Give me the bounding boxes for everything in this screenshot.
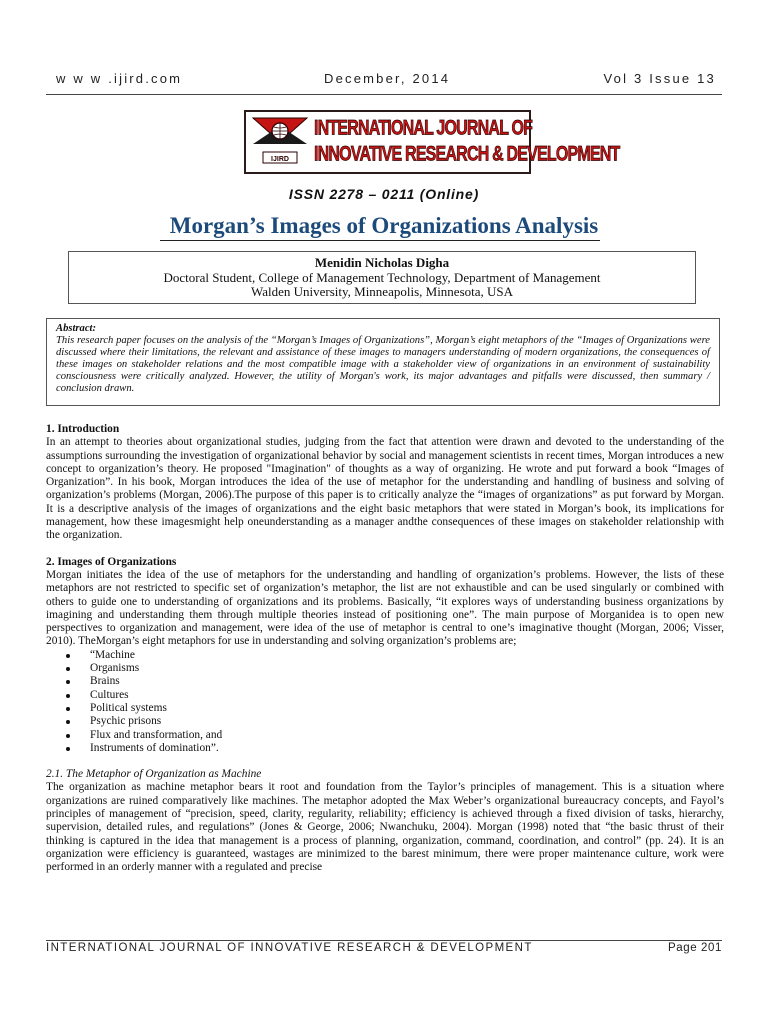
paper-title: Morgan’s Images of Organizations Analysis [169, 213, 599, 238]
issue-date: December, 2014 [324, 71, 451, 86]
author-name: Menidin Nicholas Digha [314, 255, 450, 270]
emblem-label: IJIRD [271, 156, 289, 163]
issn-number: ISSN 2278 – 0211 (Online) [288, 186, 480, 202]
abstract-text: This research paper focuses on the analysis of the “Morgan’s Images of Organizations”, Morgan’s eight metaphors of the “Images of Organizations were discussed where their limitations, the relevant and assistance of these images to managers understanding of modern organizations, the consequences of these images on stakeholder relations and the most compatible image with a stakeholder view of organizations in an environment of sustainability consciousness were critically analyzed. However, the utility of Morgan's work, its major advantages and pitfalls were discussed, then summary / conclusion drawn. [56, 335, 710, 394]
list-item: Organisms [46, 662, 724, 675]
journal-website: w w w .ijird.com [56, 71, 183, 86]
section-heading-introduction: 1. Introduction [46, 423, 120, 435]
author-affiliation-department: Doctoral Student, College of Management Technology, Department of Management [163, 269, 601, 285]
images-paragraph: Morgan initiates the idea of the use of metaphors for the understanding and handling of organization’s problems. However, the lists of these metaphors are not restricted to specific set of organization’s metaphor, the list are not exhaustible and can be used singularly or combined with others to guide one to understanding of organizations and its problems. Basically, “it explores ways of understanding business organizations by imagining and understanding them through multiple theories instead of positioning one”. The main purpose of Morganidea is to open new perspectives to organization and management, were idea of the use of metaphor is central to one’s imaginative thought (Morgan, 2006; Visser, 2010). TheMorgan’s eight metaphors for use in understanding and solving organization’s problems are; [46, 568, 724, 648]
list-item: Psychic prisons [46, 715, 724, 728]
body-text [46, 423, 724, 875]
author-affiliation-university: Walden University, Minneapolis, Minnesota, USA [250, 284, 514, 299]
author-block [68, 251, 696, 304]
list-item: Cultures [46, 689, 724, 702]
logo-text-line-2: INNOVATIVE RESEARCH & DEVELOPMENT [314, 143, 620, 166]
footer-divider [46, 940, 722, 941]
running-header [56, 71, 716, 91]
footer-journal-name: INTERNATIONAL JOURNAL OF INNOVATIVE RESEARCH & DEVELOPMENT [46, 942, 533, 954]
introduction-paragraph: In an attempt to theories about organizational studies, judging from the fact that attention were drawn and devoted to the understanding of the assumptions surrounding the investigation of organizational behavior by social and management scientists in recent times, Morgan introduces a new concept to organization’s theory. He proposed "Imagination" of thoughts as a way of organizing. He wrote and put forward a book “Images of Organization”. In his book, Morgan introduces the idea of the use of metaphor for the understanding and handling of business and solving of organization’s problems (Morgan, 2006).The purpose of this paper is to critically analyze the “images of organizations” as put forward by Morgan. It is a descriptive analysis of the images of organizations and the eight basic metaphors that were stated in Morgan’s book, its implications for management, how these imagesmight help oneunderstanding as a manager andthe consequences of these images on stakeholder relationship with the organization. [46, 436, 724, 542]
list-item: Brains [46, 675, 724, 688]
metaphor-list [46, 649, 724, 755]
journal-logo [244, 110, 620, 174]
abstract-block [46, 318, 720, 406]
machine-paragraph: The organization as machine metaphor bears it root and foundation from the Taylor’s principles of management. This is a situation where organizations are ruined comparatively like machines. The metaphor adopted the Max Weber’s organizational bureaucracy concepts, and Fayol’s principles of management of “precision, speed, clarity, regularity, reliability; efficiency is achieved through a fixed division of tasks, hierarchy, supervision, detailed rules, and regulations” (Jones & George, 2006; Nwanchuku, 2004). Morgan (1998) noted that “the basic thrust of their thinking is captured in the idea that management is a process of planning, organization, command, coordination, and control” (pp. 24). It is an organization were efficiency is guaranteed, wastages are minimized to the barest minimum, there were proper maintenance culture, work were performed in an orderly manner with a regulated and precise [46, 781, 724, 874]
page-number: Page 201 [667, 942, 722, 954]
list-item: Political systems [46, 702, 724, 715]
list-item: “Machine [46, 649, 724, 662]
list-item: Instruments of domination”. [46, 742, 724, 755]
journal-emblem-icon [249, 114, 311, 168]
title-underline [160, 240, 600, 241]
section-heading-images: 2. Images of Organizations [46, 555, 177, 568]
logo-text-line-1: INTERNATIONAL JOURNAL OF [314, 117, 533, 140]
abstract-heading: Abstract: [56, 323, 97, 334]
volume-issue: Vol 3 Issue 13 [603, 71, 716, 86]
header-divider [46, 94, 722, 95]
running-footer [46, 942, 722, 960]
list-item: Flux and transformation, and [46, 729, 724, 742]
subsection-heading-machine: 2.1. The Metaphor of Organization as Machine [46, 768, 262, 781]
